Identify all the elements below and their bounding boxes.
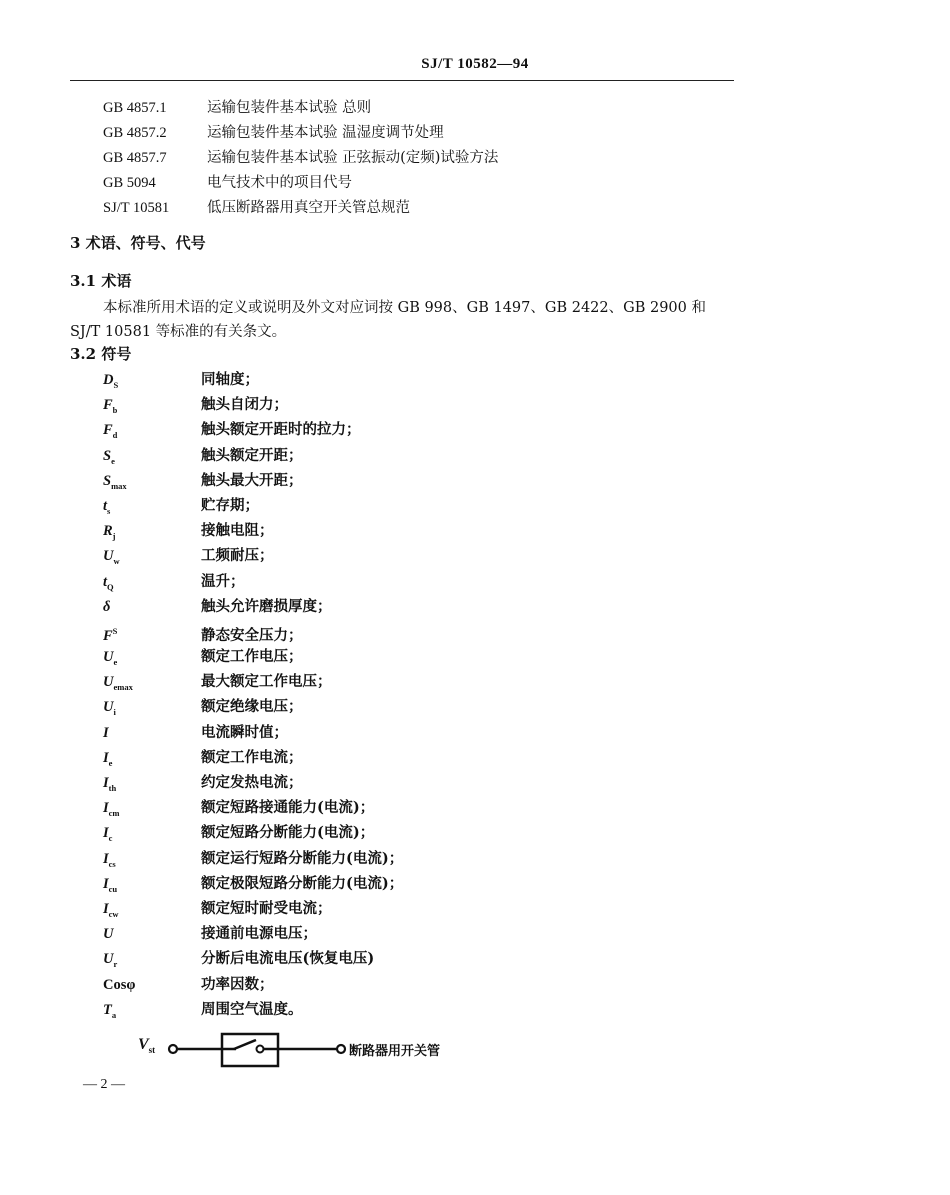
symbol-definition: 额定极限短路分断能力(电流)；: [201, 874, 404, 892]
symbol-definition: 额定短路接通能力(电流)；: [201, 799, 375, 817]
symbol-row: [103, 770, 403, 795]
symbol-definition: 静态安全压力；: [201, 626, 303, 644]
symbol-definition: 触头额定开距时的拉力；: [201, 421, 361, 439]
symbol-main: D: [103, 372, 114, 388]
symbol-main: U: [103, 674, 114, 691]
symbol-definition: 触头自闭力；: [201, 396, 288, 414]
symbol-main: T: [103, 1001, 112, 1018]
symbol-main: R: [103, 523, 113, 540]
reference-title: 电气技术中的项目代号: [207, 175, 352, 191]
reference-code: GB 4857.1: [103, 100, 167, 116]
symbol-subscript: cu: [108, 883, 118, 894]
diagram-symbol-main: V: [138, 1036, 149, 1053]
symbol-definition: 贮存期；: [201, 496, 259, 514]
symbol-subscript: a: [111, 1009, 117, 1020]
symbol-row: [103, 846, 403, 871]
reference-title: 运输包装件基本试验 总则: [207, 100, 372, 116]
symbol-main: F: [103, 422, 113, 439]
symbol-definition: 分断后电流电压(恢复电压): [201, 950, 375, 968]
symbol-row: [103, 569, 403, 594]
section-3-2-heading: 3.2 符号: [70, 345, 132, 363]
symbol-definition: 额定绝缘电压；: [201, 698, 303, 716]
symbol-definition: 额定短路分断能力(电流)；: [201, 824, 375, 842]
symbol-definition: 约定发热电流；: [201, 774, 303, 791]
symbol-main: δ: [103, 598, 111, 615]
switch-diagram: [136, 1026, 476, 1076]
symbol-row: [103, 518, 403, 543]
diagram-label: 断路器用开关管: [349, 1044, 441, 1059]
symbol-main: t: [103, 497, 108, 514]
symbol-main: I: [103, 875, 109, 892]
reference-list: [103, 96, 498, 221]
section-3-1-heading: 3.1 术语: [70, 272, 132, 290]
symbol-subscript: r: [113, 959, 118, 970]
symbol-main: I: [103, 900, 109, 917]
symbol-main: I: [103, 850, 109, 867]
reference-item: [103, 121, 498, 146]
symbol-main: I: [103, 724, 109, 741]
symbol-row: [103, 417, 403, 442]
reference-code: SJ/T 10581: [103, 200, 170, 216]
symbol-main: F: [103, 397, 113, 414]
symbol-main: I: [103, 800, 109, 817]
symbol-row: [103, 720, 403, 745]
symbol-main: S: [103, 472, 112, 489]
symbol-main: U: [103, 649, 114, 666]
reference-title: 低压断路器用真空开关管总规范: [207, 200, 410, 216]
symbol-subscript: S: [113, 379, 119, 390]
symbol-row: [103, 392, 403, 417]
symbol-notation: [103, 998, 201, 1028]
symbol-subscript: c: [108, 833, 113, 844]
symbol-definition: 工频耐压；: [201, 547, 274, 565]
symbol-main: t: [103, 573, 108, 590]
symbol-subscript: emax: [113, 682, 133, 693]
symbol-subscript: cm: [108, 808, 120, 819]
symbol-definition: 电流瞬时值；: [201, 723, 288, 741]
symbol-subscript: max: [111, 480, 127, 491]
symbol-definition: 功率因数；: [201, 975, 274, 993]
reference-code: GB 5094: [103, 175, 156, 191]
symbol-row: [103, 468, 403, 493]
symbol-subscript: Q: [107, 581, 114, 592]
symbol-definition: 同轴度；: [201, 371, 259, 388]
symbol-definition: 额定工作电压；: [201, 648, 303, 666]
symbol-subscript: w: [113, 556, 120, 567]
section-3-1-line-1: 本标准所用术语的定义或说明及外文对应词按 GB 998、GB 1497、GB 2422、GB 2900 和: [103, 300, 706, 316]
symbol-definition: 额定运行短路分断能力(电流)；: [201, 849, 404, 867]
reference-item: [103, 96, 498, 121]
header-rule: [70, 80, 734, 81]
reference-code: GB 4857.2: [103, 125, 167, 141]
symbol-notation: [103, 721, 201, 746]
symbol-definition: 额定短时耐受电流；: [201, 899, 332, 917]
symbol-definition: 接触电阻；: [201, 522, 274, 540]
symbol-subscript: e: [113, 656, 118, 667]
symbol-definition: 最大额定工作电压；: [201, 673, 332, 691]
symbol-row: [103, 921, 403, 946]
symbol-main: Cosφ: [103, 976, 136, 993]
symbol-row: [103, 795, 403, 820]
symbol-list: [103, 367, 403, 1022]
symbol-row: [103, 694, 403, 719]
reference-item: [103, 171, 498, 196]
symbol-row: [103, 946, 403, 971]
symbol-main: S: [103, 447, 112, 464]
symbol-subscript: cs: [108, 858, 116, 869]
symbol-main: U: [103, 548, 114, 565]
symbol-subscript: j: [112, 531, 116, 542]
symbol-main: I: [103, 749, 109, 766]
symbol-row: [103, 871, 403, 896]
symbol-row: [103, 543, 403, 568]
symbol-row: [103, 997, 403, 1022]
symbol-definition: 接通前电源电压；: [201, 925, 317, 943]
symbol-row: [103, 669, 403, 694]
reference-title: 运输包装件基本试验 温湿度调节处理: [207, 125, 444, 141]
symbol-subscript: i: [113, 707, 116, 718]
symbol-main: U: [103, 699, 114, 716]
symbol-row: [103, 896, 403, 921]
section-3-1-line-2: SJ/T 10581 等标准的有关条文。: [70, 324, 287, 340]
symbol-subscript: e: [108, 757, 113, 768]
symbol-definition: 周围空气温度。: [201, 1000, 303, 1018]
symbol-definition: 触头最大开距；: [201, 471, 303, 489]
symbol-notation: [103, 595, 201, 620]
symbol-definition: 温升；: [201, 572, 245, 590]
symbol-row: [103, 367, 403, 392]
symbol-notation: [103, 922, 201, 947]
symbol-row: [103, 745, 403, 770]
symbol-row: [103, 594, 403, 619]
reference-title: 运输包装件基本试验 正弦振动(定频)试验方法: [207, 150, 499, 166]
symbol-row: [103, 619, 403, 644]
symbol-definition: 触头额定开距；: [201, 446, 303, 464]
reference-item: [103, 146, 498, 171]
symbol-row: [103, 972, 403, 997]
symbol-subscript: s: [107, 505, 111, 516]
symbol-definition: 额定工作电流；: [201, 748, 303, 766]
page-number: — 2 —: [83, 1077, 125, 1092]
symbol-row: [103, 443, 403, 468]
page-header: SJ/T 10582—94: [421, 56, 529, 72]
symbol-notation: [103, 973, 201, 998]
symbol-definition: 触头允许磨损厚度；: [201, 597, 332, 615]
symbol-main: I: [103, 825, 109, 842]
symbol-row: [103, 820, 403, 845]
reference-item: [103, 196, 498, 221]
symbol-row: [103, 644, 403, 669]
symbol-subscript: e: [111, 455, 115, 466]
section-3-heading: 3 术语、符号、代号: [70, 234, 206, 252]
diagram-symbol-sub: st: [148, 1045, 156, 1056]
symbol-superscript: S: [112, 625, 118, 636]
symbol-main: U: [103, 951, 114, 968]
reference-code: GB 4857.7: [103, 150, 167, 166]
symbol-main: I: [103, 775, 109, 791]
symbol-subscript: cw: [108, 908, 119, 919]
symbol-subscript: d: [112, 430, 118, 441]
symbol-subscript: th: [108, 782, 117, 793]
symbol-subscript: b: [112, 405, 118, 416]
symbol-main: F: [103, 627, 113, 644]
symbol-main: U: [103, 926, 114, 943]
symbol-row: [103, 493, 403, 518]
